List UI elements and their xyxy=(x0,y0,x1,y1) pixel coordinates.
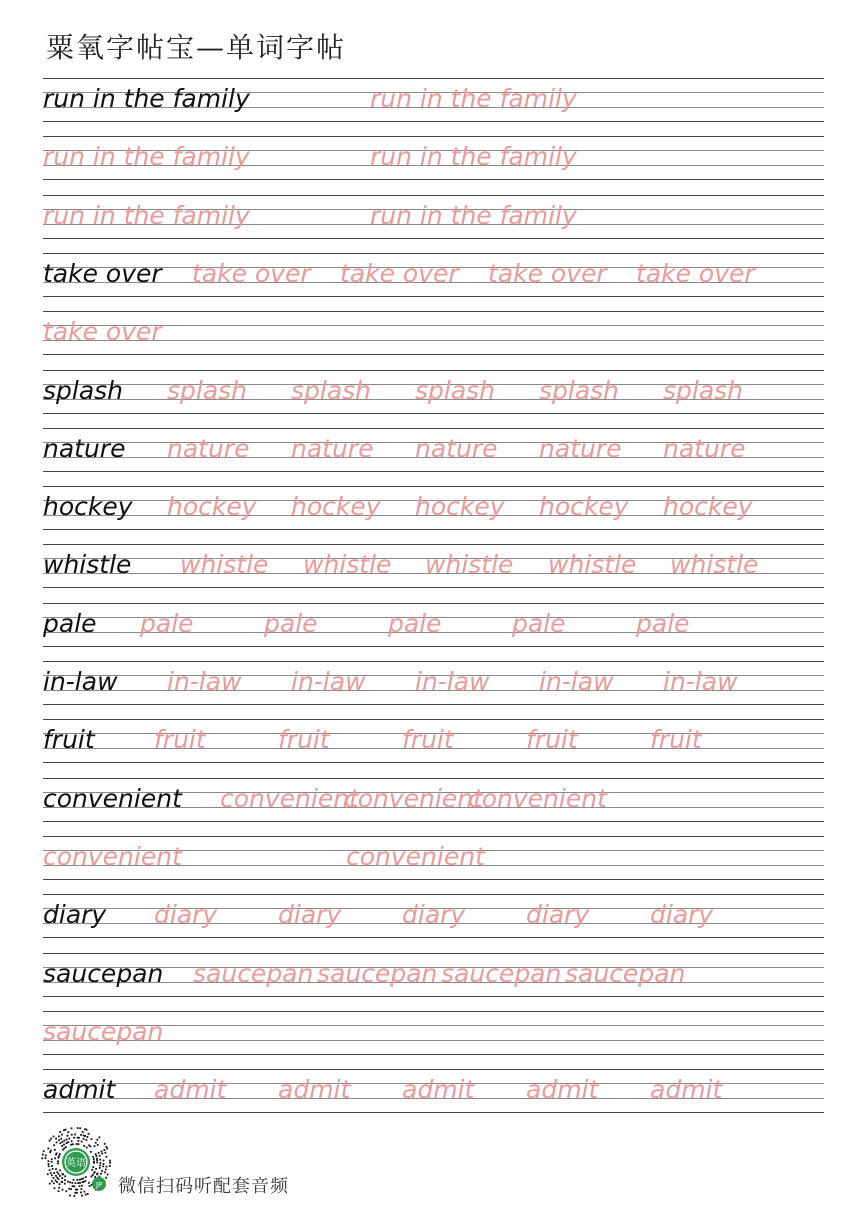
trace-word: diary xyxy=(526,900,590,930)
trace-word: pale xyxy=(140,608,194,638)
guide-line xyxy=(43,1069,824,1070)
guide-line xyxy=(43,762,824,763)
guide-line xyxy=(43,1054,824,1055)
trace-word: diary xyxy=(278,900,342,930)
trace-word: whistle xyxy=(548,550,637,580)
trace-word: convenient xyxy=(346,841,485,871)
practice-row xyxy=(43,136,824,180)
practice-row xyxy=(43,544,824,588)
practice-row xyxy=(43,78,824,122)
practice-row xyxy=(43,370,824,414)
practice-row xyxy=(43,719,824,763)
trace-word: in-law xyxy=(539,667,614,696)
practice-row xyxy=(43,778,824,822)
practice-row xyxy=(43,311,824,355)
trace-word: convenient xyxy=(344,783,483,813)
guide-line xyxy=(43,370,824,371)
trace-word: hockey xyxy=(415,492,505,522)
model-word: saucepan xyxy=(43,958,164,988)
model-word: convenient xyxy=(43,783,182,813)
trace-word: fruit xyxy=(278,725,330,755)
trace-word: nature xyxy=(291,433,374,463)
trace-word: admit xyxy=(526,1075,599,1105)
guide-line xyxy=(43,413,824,414)
trace-word: splash xyxy=(415,375,496,405)
practice-row xyxy=(43,661,824,705)
practice-row xyxy=(43,836,824,880)
trace-word: convenient xyxy=(43,841,182,871)
trace-word: run in the family xyxy=(370,142,577,172)
guide-line xyxy=(43,937,824,938)
trace-word: splash xyxy=(663,375,744,405)
model-word: fruit xyxy=(43,725,95,755)
guide-line xyxy=(43,953,824,954)
qr-corner-label: JP xyxy=(95,1181,103,1189)
trace-word: in-law xyxy=(291,667,366,696)
trace-word: fruit xyxy=(526,725,578,755)
guide-line xyxy=(43,544,824,545)
trace-word: pale xyxy=(264,608,318,638)
practice-row xyxy=(43,1069,824,1113)
trace-word: in-law xyxy=(663,667,738,696)
trace-word: admit xyxy=(650,1075,723,1105)
trace-word: pale xyxy=(512,608,566,638)
guide-line xyxy=(43,603,824,604)
trace-word: convenient xyxy=(220,783,359,813)
trace-word: in-law xyxy=(415,667,490,696)
trace-word: saucepan xyxy=(43,1016,164,1046)
trace-word: whistle xyxy=(425,550,514,580)
trace-word: diary xyxy=(154,900,218,930)
practice-row xyxy=(43,253,824,297)
trace-word: saucepan xyxy=(193,958,314,988)
guide-line xyxy=(43,238,824,239)
trace-word: run in the family xyxy=(370,84,577,113)
trace-word: saucepan xyxy=(565,958,686,988)
trace-word: saucepan xyxy=(441,958,562,988)
trace-word: splash xyxy=(539,375,620,405)
trace-word: admit xyxy=(402,1075,475,1105)
trace-word: whistle xyxy=(180,550,269,580)
trace-word: nature xyxy=(415,433,498,463)
trace-word: pale xyxy=(388,608,442,638)
page-title: 粟氧字帖宝—单词字帖 xyxy=(46,31,347,64)
guide-line xyxy=(43,311,824,312)
guide-line xyxy=(43,428,824,429)
trace-word: hockey xyxy=(539,492,629,522)
footer xyxy=(40,1126,440,1200)
guide-line xyxy=(43,879,824,880)
trace-word: take over xyxy=(488,258,607,288)
guide-line xyxy=(43,996,824,997)
guide-line xyxy=(43,894,824,895)
practice-row xyxy=(43,195,824,239)
guide-line xyxy=(43,821,824,822)
guide-line xyxy=(43,836,824,837)
guide-line xyxy=(43,486,824,487)
trace-word: nature xyxy=(663,433,746,463)
trace-word: run in the family xyxy=(43,200,250,230)
trace-word: admit xyxy=(154,1075,227,1105)
trace-word: convenient xyxy=(468,783,607,813)
guide-line xyxy=(43,1112,824,1113)
guide-line xyxy=(43,778,824,779)
trace-word: take over xyxy=(192,258,311,288)
trace-word: diary xyxy=(402,900,466,930)
guide-line xyxy=(43,704,824,705)
practice-row xyxy=(43,486,824,530)
trace-word: take over xyxy=(636,258,755,288)
guide-line xyxy=(43,354,824,355)
trace-word: nature xyxy=(167,433,250,463)
trace-word: run in the family xyxy=(43,142,250,172)
qr-caption: 微信扫码听配套音频 xyxy=(118,1176,289,1197)
trace-word: pale xyxy=(636,608,690,638)
trace-word: run in the family xyxy=(370,200,577,230)
guide-line xyxy=(43,296,824,297)
model-word: take over xyxy=(43,258,162,288)
practice-row xyxy=(43,894,824,938)
trace-word: fruit xyxy=(402,725,454,755)
trace-word: hockey xyxy=(167,492,257,522)
trace-word: diary xyxy=(650,900,714,930)
guide-line xyxy=(43,78,824,79)
trace-word: fruit xyxy=(154,725,206,755)
trace-word: take over xyxy=(340,258,459,288)
guide-line xyxy=(43,471,824,472)
model-word: in-law xyxy=(43,667,118,696)
practice-row xyxy=(43,428,824,472)
guide-line xyxy=(43,587,824,588)
trace-word: splash xyxy=(291,375,372,405)
trace-word: whistle xyxy=(303,550,392,580)
qr-badge-label: 英语 xyxy=(66,1158,86,1169)
trace-word: saucepan xyxy=(317,958,438,988)
model-word: nature xyxy=(43,433,126,463)
practice-row xyxy=(43,953,824,997)
trace-word: hockey xyxy=(291,492,381,522)
guide-line xyxy=(43,1011,824,1012)
model-word: splash xyxy=(43,375,124,405)
guide-line xyxy=(43,646,824,647)
qr-code-icon xyxy=(40,1126,112,1198)
model-word: pale xyxy=(43,608,97,638)
practice-row xyxy=(43,1011,824,1055)
guide-line xyxy=(43,719,824,720)
model-word: hockey xyxy=(43,492,133,522)
practice-row xyxy=(43,603,824,647)
trace-word: fruit xyxy=(650,725,702,755)
guide-line xyxy=(43,529,824,530)
trace-word: in-law xyxy=(167,667,242,696)
guide-line xyxy=(43,195,824,196)
trace-word: whistle xyxy=(670,550,759,580)
model-word: diary xyxy=(43,900,107,930)
guide-line xyxy=(43,121,824,122)
guide-line xyxy=(43,179,824,180)
trace-word: hockey xyxy=(663,492,753,522)
trace-word: take over xyxy=(43,317,162,347)
trace-word: nature xyxy=(539,433,622,463)
model-word: admit xyxy=(43,1075,116,1105)
trace-word: admit xyxy=(278,1075,351,1105)
model-word: whistle xyxy=(43,550,132,580)
guide-line xyxy=(43,253,824,254)
guide-line xyxy=(43,136,824,137)
trace-word: splash xyxy=(167,375,248,405)
model-word: run in the family xyxy=(43,84,250,113)
guide-line xyxy=(43,661,824,662)
